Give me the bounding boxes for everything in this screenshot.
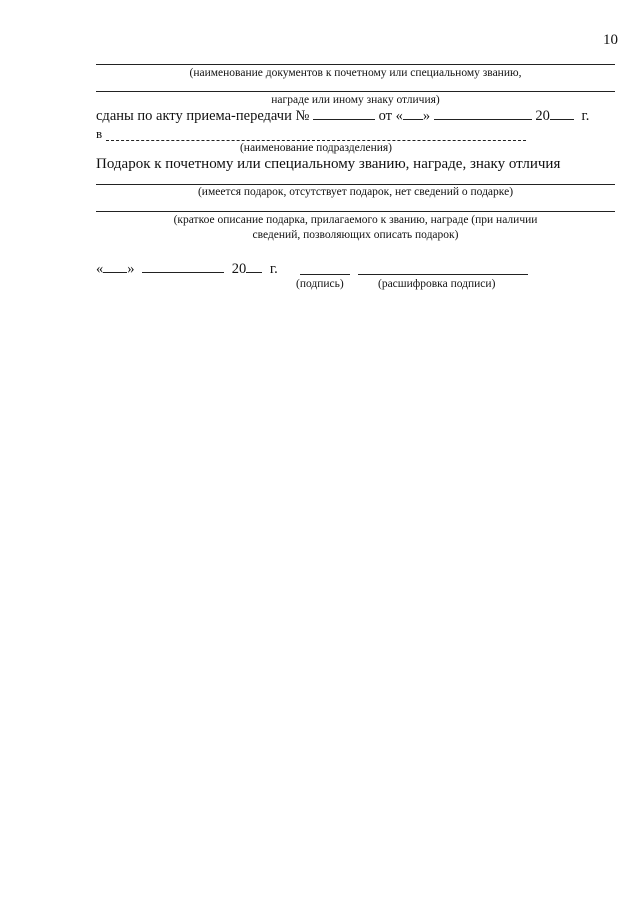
quote-close: »: [422, 108, 431, 124]
caption-gift-description-1: (краткое описание подарка, прилагаемого к званию, награде (при наличии: [173, 214, 538, 226]
handed-over-text: сданы по акту приема-передачи №: [96, 108, 310, 124]
caption-signature: (подпись): [296, 278, 344, 290]
date-year-prefix: 20: [231, 261, 247, 277]
date-row: [96, 261, 278, 278]
gift-description-line: [96, 211, 615, 212]
date-year-blank: [246, 261, 262, 273]
caption-documents-2: награде или иному знаку отличия): [271, 94, 440, 106]
caption-gift-presence: (имеется подарок, отсутствует подарок, нет сведений о подарке): [197, 186, 514, 198]
from-text: от «: [378, 108, 403, 124]
gift-presence-line: [96, 184, 615, 185]
handed-over-row: [96, 108, 589, 125]
year-suffix: г.: [581, 108, 590, 124]
year-prefix: 20: [535, 108, 550, 124]
signature-line: [300, 274, 350, 275]
act-number-blank: [313, 108, 375, 120]
date-day-blank: [103, 261, 127, 273]
date-month-blank: [142, 261, 224, 273]
page-number: 10: [603, 32, 618, 48]
month-blank: [434, 108, 532, 120]
date-year-suffix: г.: [269, 261, 278, 277]
documents-name-line-2: [96, 91, 615, 92]
documents-name-line-1: [96, 64, 615, 65]
caption-documents-1: (наименование документов к почетному или специальному званию,: [189, 67, 522, 79]
caption-subdivision: (наименование подразделения): [239, 142, 393, 154]
day-blank: [403, 108, 423, 120]
year-blank: [550, 108, 574, 120]
signature-decoding-line: [358, 274, 528, 275]
caption-signature-decoding: (расшифровка подписи): [378, 278, 496, 290]
date-open: «: [96, 261, 104, 277]
subdivision-line: [106, 140, 526, 141]
date-close: »: [127, 261, 135, 277]
gift-heading: Подарок к почетному или специальному званию, награде, знаку отличия: [96, 156, 561, 172]
caption-gift-description-2: сведений, позволяющих описать подарок): [252, 229, 459, 241]
in-text: в: [96, 126, 103, 141]
